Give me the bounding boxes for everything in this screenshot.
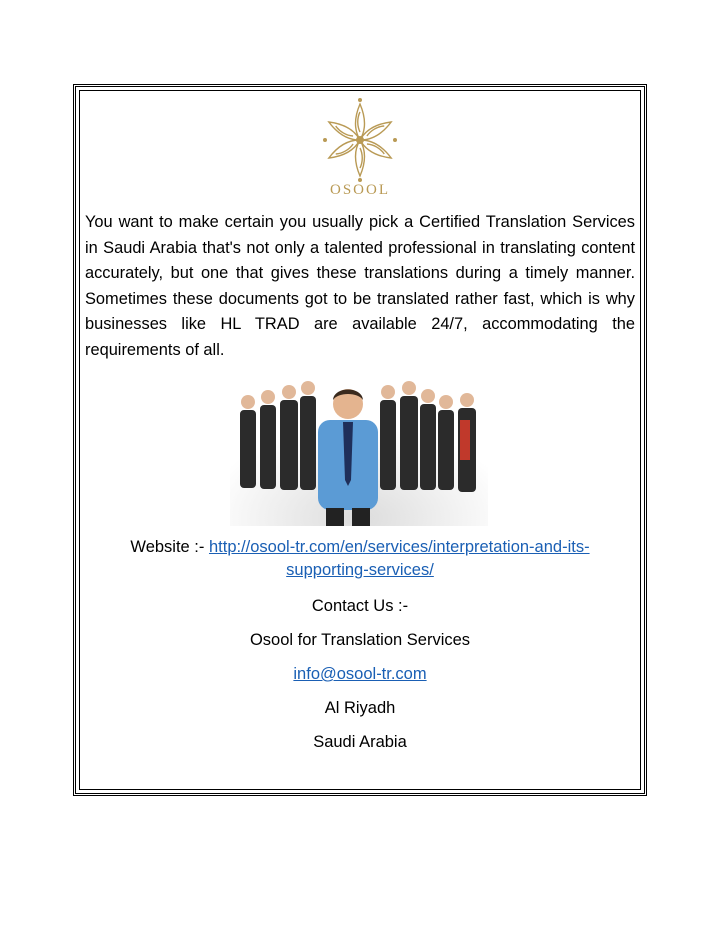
business-people-photo	[230, 370, 488, 526]
company-name: Osool for Translation Services	[249, 631, 471, 649]
city: Al Riyadh	[324, 699, 396, 717]
email-block	[80, 663, 640, 686]
logo-wordmark: OSOOL	[329, 182, 390, 198]
country: Saudi Arabia	[313, 733, 407, 751]
website-link[interactable]: http://osool-tr.com/en/services/interpretation-and-its-	[208, 538, 590, 556]
website-label: Website :-	[130, 538, 209, 556]
description-paragraph: You want to make certain you usually pick a Certified Translation Services in Saudi Arabia that's not only a talented professional in translating content accurately, but one that gives these translations during a timely manner. Sometimes these documents got to be translated rather fast, which is why businesses like HL TRAD are available 24/7, accommodating the requirements of all.	[85, 213, 635, 359]
website-link-continued[interactable]: supporting-services/	[286, 561, 434, 579]
website-block	[80, 536, 640, 582]
contact-heading: Contact Us :-	[311, 597, 409, 615]
email-link[interactable]: info@osool-tr.com	[293, 665, 427, 683]
